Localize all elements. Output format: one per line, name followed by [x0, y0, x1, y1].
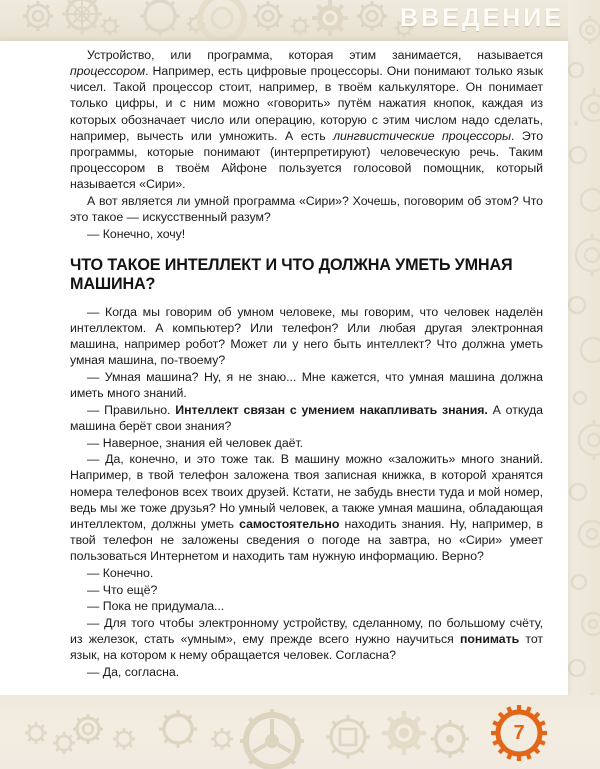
article-body — [70, 47, 543, 680]
page-number: 7 — [513, 721, 525, 744]
paragraph — [70, 565, 543, 581]
page-title: ВВЕДЕНИЕ — [400, 4, 564, 32]
text-run: — Наверное, знания ей человек даёт. — [87, 435, 304, 450]
paragraph — [70, 598, 543, 614]
paragraph — [70, 369, 543, 401]
paragraph — [70, 402, 543, 434]
text-run-bold: Интеллект связан с умением накапливать знания. — [175, 402, 488, 417]
text-run: — Конечно, хочу! — [87, 226, 186, 241]
text-run: А вот является ли умной программа «Сири»? Хочешь, поговорим об этом? Что это такое — искусственный разум? — [70, 193, 543, 225]
text-run-bold: самостоятельно — [239, 516, 340, 531]
section-heading: ЧТО ТАКОЕ ИНТЕЛЛЕКТ И ЧТО ДОЛЖНА УМЕТЬ УМНАЯ МАШИНА? — [70, 255, 513, 294]
text-run: — Что ещё? — [87, 582, 158, 597]
text-run: А откуда машина берёт свои знания? — [70, 402, 543, 433]
paragraph — [70, 226, 543, 242]
side-gear-ornament-icon — [568, 0, 600, 769]
text-run: . Это программы, которые понимают (интерпретируют) человеческую речь. Таким процессором в твоём Айфоне пользуется голосовой помощник, который называется «Сири». — [70, 128, 544, 192]
text-run: — Правильно. — [87, 402, 176, 417]
text-run: — Да, согласна. — [87, 664, 180, 679]
text-run: находить знания. Ну, например, в твой телефон не заложены сведения о погоде на завтра, но «Сири» умеет пользоваться Интернетом и находить там нужную информацию. Верно? — [70, 516, 543, 564]
text-run: — Пока не придумала... — [87, 599, 225, 614]
text-run: — Когда мы говорим об умном человеке, мы говорим, что человек наделён интеллектом. А компьютер? Или телефон? Или любая другая электронная машина, например робот? Может ли у него быть интеллект? Что должна уметь умная машина, по-твоему? — [70, 304, 543, 368]
text-run-italic: лингвистические процессоры — [333, 128, 512, 143]
paragraph — [70, 451, 543, 564]
page-number-badge — [488, 702, 550, 764]
text-run: . Например, есть цифровые процессоры. Они понимают только язык чисел. Такой процессор стоит, например, в твоём калькуляторе. Он понимает только цифры, и с ним можно «говорить» путём нажатия кнопок, каждая из которых обозначает число или операцию, которую с этим числом надо сделать, например, вычесть или умножить. А есть — [70, 64, 543, 143]
side-gear-strip — [568, 0, 600, 769]
text-run: — Для того чтобы электронному устройству, сделанному, по большому счёту, из железок, стать «умным», ему прежде всего нужно научиться — [70, 615, 543, 646]
paragraph — [70, 47, 543, 192]
paragraph — [70, 304, 543, 369]
text-run: тот язык, на котором к нему обращается человек. Согласна? — [70, 632, 543, 663]
text-run: Устройство, или программа, которая этим занимается, называется — [87, 48, 543, 62]
text-run-italic: процессором — [70, 64, 146, 79]
paragraph — [70, 582, 543, 598]
paragraph — [70, 615, 543, 663]
text-run: — Конечно. — [87, 565, 154, 580]
text-run-bold: понимать — [460, 632, 520, 646]
text-run: — Умная машина? Ну, я не знаю... Мне кажется, что умная машина должна иметь много знаний. — [70, 370, 543, 401]
paragraph — [70, 193, 543, 225]
paragraph — [70, 435, 543, 451]
paragraph — [70, 664, 543, 680]
text-run: — Да, конечно, и это тоже так. В машину можно «заложить» много знаний. Например, в твой телефон заложена твоя записная книжка, в которой хранятся номера телефонов всех твоих друзей. Кстати, не забудь внести туда и мой номер, ведь мы же тоже друзья? Но умный человек, а также умная машина, обладающая интеллектом, должны уметь — [70, 452, 543, 531]
